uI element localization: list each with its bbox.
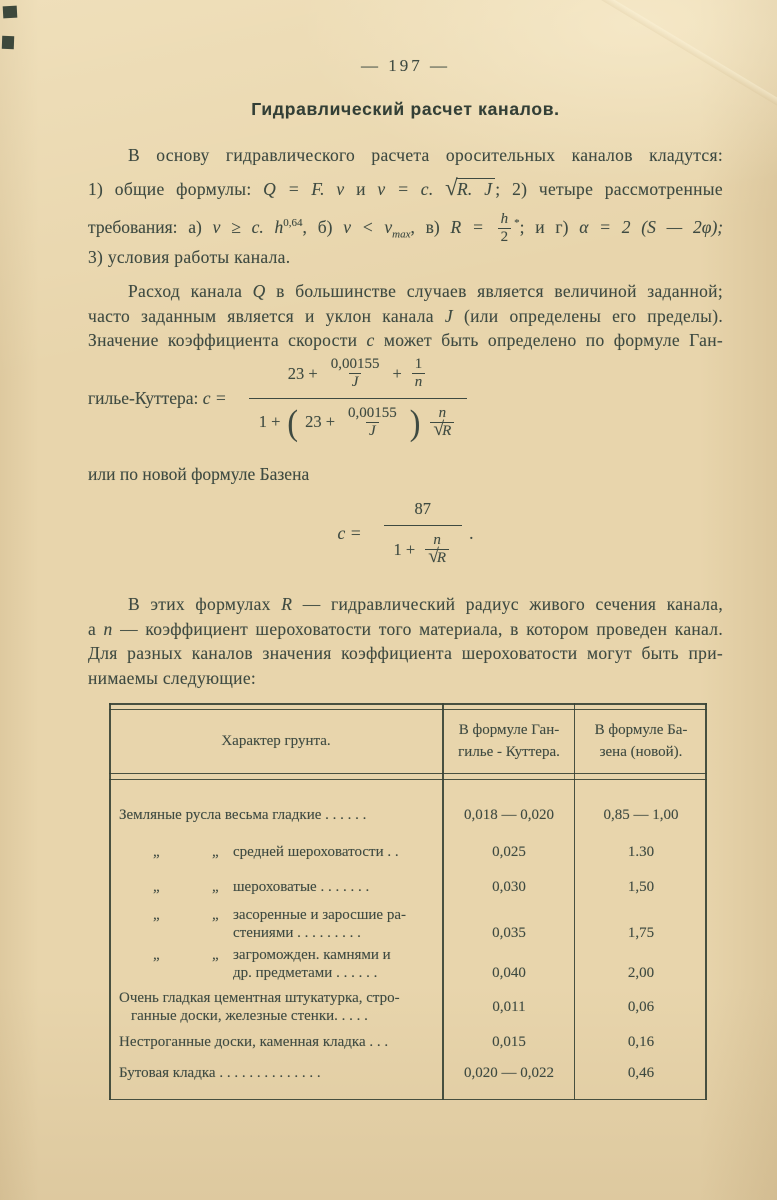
text-line: Для разных каналов значения коэффициента шероховатости могут быть при- [88, 643, 723, 663]
fraction: $\frac{0,00155}{J}$ [348, 404, 397, 439]
fraction-denominator: 1 + ( 23 + $\frac{0,00155}{J}$ ) $\frac{n}{√R}$ [249, 399, 468, 443]
paragraph-roughness [88, 592, 723, 690]
radical-sign: √ [445, 175, 458, 200]
table-row [109, 878, 707, 896]
text-line-formula: требования: а) v ≥ c. $h^{0,64}$, б) $v < v_{max}$, в) R = $\frac{h}{2}$ *; и г) α = 2 (S — 2φ); [88, 211, 724, 246]
table-rule [109, 1099, 707, 1100]
row-label: Бутовая кладка . . . . . . . . . . . . . . [119, 1065, 321, 1081]
text-line: В этих формулах R — гидравлический радиус живого сечения канала, [128, 594, 723, 614]
kutter-value: 0,020 — 0,022 [464, 1065, 554, 1081]
ditto-mark: „ [153, 844, 160, 860]
ditto-mark: „ [153, 907, 160, 923]
kutter-value: 0,015 [492, 1034, 526, 1050]
text-line-formula: 1) общие формулы: Q = F. v и v = c. √R. J ; 2) четыре рассмотренные [88, 175, 723, 200]
radical-sign: √ [428, 546, 439, 568]
scan-mark [2, 36, 14, 49]
text-line: Значение коэффициента скорости c может быть определено по формуле Ган- [88, 330, 723, 350]
table-rule [109, 773, 707, 774]
table-rule [109, 709, 707, 710]
bazin-intro-line: или по новой формуле Базена [88, 464, 310, 484]
bazin-value: 1,75 [627, 925, 655, 941]
ditto-mark: „ [153, 879, 160, 895]
fraction-numerator: 23 + $\frac{0,00155}{J}$ + $\frac{1}{n}$ [272, 354, 445, 398]
table-row [109, 1033, 707, 1051]
row-label: загроможден. камнями и [233, 947, 391, 963]
bazin-value: 1.30 [627, 844, 655, 860]
fraction-n-over-sqrtR: $\frac{n}{√R}$ [425, 532, 449, 568]
table-row [109, 989, 707, 1025]
bazin-value: 0,46 [627, 1065, 655, 1081]
bazin-value: 1,50 [627, 879, 655, 895]
text-line: Расход канала Q в большинстве случаев является величиной заданной; [128, 281, 723, 301]
text-line: В основу гидравлического расчета оросительных каналов кладутся: [128, 145, 723, 165]
row-label: ганные доски, железные стенки. . . . . [131, 1008, 368, 1024]
ditto-mark: „ [212, 907, 219, 923]
page-number: — 197 — [361, 56, 450, 75]
ganguillet-kutter-formula [88, 354, 723, 442]
ditto-mark: „ [212, 879, 219, 895]
row-label: др. предметами . . . . . . [233, 965, 378, 981]
kutter-value: 0,030 [492, 879, 526, 895]
text-line: часто заданным является и уклон канала J (или определены его пределы). [88, 305, 724, 326]
table-header-kutter: В формуле Ган- гилье - Куттера. [458, 722, 560, 760]
text-line: а n — коэффициент шероховатости того материала, в котором проведен канал. [88, 618, 723, 639]
text-line: нимаемы следующие: [88, 667, 257, 688]
kutter-value: 0,040 [492, 965, 526, 981]
bazin-value: 0,06 [627, 999, 655, 1015]
bazin-value: 0,85 — 1,00 [603, 807, 679, 823]
sqrt-expression: √R. J [445, 179, 495, 199]
ditto-mark: „ [212, 844, 219, 860]
main-fraction [249, 354, 468, 442]
scan-mark [3, 6, 18, 19]
table-row [109, 806, 707, 824]
fraction: $\frac{0,00155}{J}$ [330, 356, 380, 391]
kutter-value: 0,011 [492, 999, 526, 1015]
text-line: 3) условия работы канала. [88, 247, 291, 267]
bazin-value: 0,16 [627, 1034, 655, 1050]
table-rule [109, 703, 707, 705]
table-row [109, 946, 707, 982]
table-row [109, 906, 707, 942]
row-label: Земляные русла весьма гладкие . . . . . . [119, 807, 367, 823]
row-label: Очень гладкая цементная штукатурка, стро- [119, 990, 400, 1006]
row-label: шероховатые . . . . . . . [233, 879, 370, 895]
row-label: Нестроганные доски, каменная кладка . . . [119, 1034, 389, 1050]
table-row [109, 1064, 707, 1082]
kutter-value: 0,035 [492, 925, 526, 941]
row-label: средней шероховатости . . [233, 844, 399, 860]
fraction-denominator: 1 + $\frac{n}{√R}$ [384, 526, 463, 570]
bazin-formula: c = 87 1 + $\frac{n}{√R}$ . [88, 497, 723, 570]
table-row [109, 843, 707, 861]
row-label: стениями . . . . . . . . . [233, 925, 361, 941]
paragraph-discharge [88, 279, 723, 353]
bazin-value: 2,00 [627, 965, 655, 981]
fraction-n-over-sqrtR: $\frac{n}{√R}$ [430, 405, 454, 441]
ditto-mark: „ [153, 947, 160, 963]
kutter-value: 0,025 [492, 844, 526, 860]
fraction-numerator: 87 [414, 499, 432, 518]
paragraph-intro [88, 138, 723, 274]
main-fraction [384, 497, 463, 570]
ditto-mark: „ [212, 947, 219, 963]
page-title: Гидравлический расчет каналов. [251, 99, 560, 119]
grunt-table [109, 703, 707, 1101]
row-label: засоренные и заросшие ра- [233, 907, 406, 923]
formula-label: гилье-Куттера: c = [88, 387, 227, 408]
table-header-bazin: В формуле Ба- зена (новой). [594, 722, 688, 760]
fraction-h-over-2: $\frac{h}{2}$ [498, 211, 512, 247]
table-rule [109, 779, 707, 780]
radical-sign: √ [433, 418, 445, 440]
kutter-value: 0,018 — 0,020 [464, 807, 554, 823]
table-header-grunt: Характер грунта. [221, 733, 331, 749]
fraction: $\frac{1}{n}$ [412, 356, 426, 392]
